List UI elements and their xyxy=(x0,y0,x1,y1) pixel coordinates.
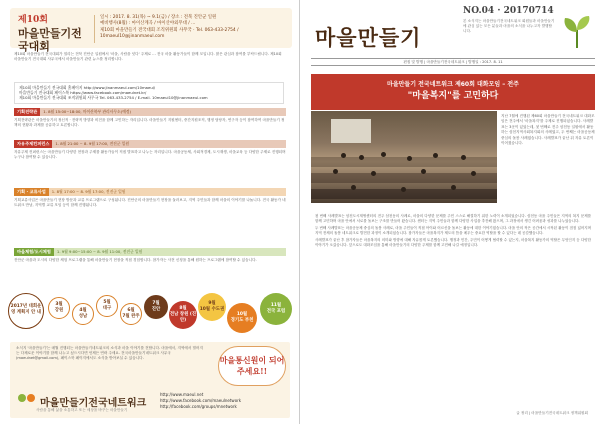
photo-projector-screen xyxy=(331,119,371,143)
photo-person xyxy=(359,155,364,160)
schedule-circle: 4월 성남 xyxy=(72,303,94,325)
publication-meta: 편집 및 발행 | 마을만들기전국네트워크 | 발행일 : 2017. 8. 11 xyxy=(311,58,595,66)
photo-person xyxy=(433,153,438,158)
schedule-circle: 5월 대구 xyxy=(96,295,118,317)
photo-person xyxy=(351,185,356,190)
schedule-circle: 11월 전국 포럼 xyxy=(260,293,292,325)
network-subtitle: 사람을 통해 삶을 소통하고 또는 세상을 바꾸는 마을만들기 xyxy=(36,408,128,412)
schedule-circle: 10월 경기도 부천 xyxy=(227,303,257,333)
section-body: 기획교류사업은 마을만들기 현장 방문과 교류 프로그램으로 구성됩니다. 진안군의 마을만들기 현장을 둘러보고, 지역 주민들과 함께 마을의 이야기를 나눕니다. 전국 활동가 네트워크 만남, 지역별 교류 모임 등이 함께 진행됩니다. xyxy=(14,198,286,207)
network-name: 마을만들기전국네트워크 xyxy=(40,398,147,409)
article-paragraph: 두 번째 사례발표는 마을공동체 중심의 돌봄 사례로, 마을 주민들이 직접 아이와 어르신을 돌보는 활동에 대한 이야기였습니다. 마을 안의 작은 공간에서 시작된 활동이 점점 넓어지며 지역 전체의 돌봄 네트워크로 발전한 과정이 소개되었습니다. 참가자들은 마을복지가 제도의 틈을 메우는 중요한 역할을 할 수 있다는 데 공감했습니다. xyxy=(315,226,591,235)
intro-paragraph: 제10회 마을만들기 전국대회가 열리는 전북 진안군 일원에서 '마을, 사람을 잇다' 주제로 ... 전국 마을 활동가들이 함께 모입니다. 많은 관심과 참여를 부탁드립니다. 제10회 마을만들기 전국대회 사무국에서 마을만들기 관련 뉴스를 정리합니다. xyxy=(14,52,282,61)
photo-person xyxy=(381,152,386,157)
banner-title-text: 마을만들기전국대회 xyxy=(18,27,82,53)
website-link[interactable]: http://www.maeul.net xyxy=(160,392,204,397)
section-tag: 기획 · 교류사업 xyxy=(14,188,49,196)
section-date: 1. 8월 15:00~18:00, 마이산북부 관리사무소(예정) xyxy=(40,108,286,116)
headline-subtitle: 마을만들기 전국네트워크 제60회 대화모임 – 전주 xyxy=(387,81,519,88)
schedule-label: 2017년 대회운영 계획지 안 내 xyxy=(8,293,44,329)
links-box xyxy=(14,82,284,104)
article-body xyxy=(315,214,591,250)
photo-person xyxy=(471,171,476,176)
banner-info-line: 제10회 마을만들기 전국대회 조직위원회 사무국 · Tel. 063-433-2754 / 10maeul10@jinanmaeul.com xyxy=(100,27,239,40)
photo-person xyxy=(421,169,426,174)
banner-edition: 제10회 xyxy=(18,15,48,25)
section-tag: 기획전략관 xyxy=(14,108,40,116)
schedule-circle: 3월 강원 xyxy=(48,297,70,319)
contact-line: 제10회 마을만들기 전국대회 조직위원회 사무국 Tel. 063-433-2754 / E-mail. 10maeul10@jinanmaeul.com xyxy=(19,95,208,100)
photo-person xyxy=(407,156,412,161)
section-exchange xyxy=(14,188,286,208)
reporter-callout: 마을통신원이 되어주세요!! xyxy=(218,346,286,386)
headline-band xyxy=(311,74,595,110)
section-free-topic xyxy=(14,140,286,160)
article-paragraph: 첫 번째 사례발표는 삼천도시재생센터의 전주 삼천동의 사례로, 마을의 다양한 문제를 주민 스스로 해결하기 위한 노력이 소개되었습니다. 삼천동 마을 주민들은 지역의 복지 문제를 함께 고민하며 마을 안에서 서로를 돌보는 구조를 만들어 왔습니다. 센터는 지역 주민들과 함께 다양한 사업을 추진해 왔으며, 그 과정에서 생긴 어려움과 성과를 나누었습니다. xyxy=(315,214,591,223)
schedule-circles xyxy=(8,289,294,337)
facebook-link[interactable]: 마을만들기 전국대회 페이스북 https://www.facebook.com/maeulnet.kr/ xyxy=(19,90,147,95)
issue-number: NO.04 · 20170714 xyxy=(463,6,554,16)
photo-person xyxy=(333,169,338,174)
network-info-box xyxy=(10,342,290,418)
facebook-page-link[interactable]: http://www.facebook.com/maeulnetwork xyxy=(160,398,242,403)
section-date: 1. 8월 17:00 ~ 8. 9월 17:00, 전진군 일원 xyxy=(49,188,286,196)
network-links xyxy=(160,392,241,410)
schedule-circle: 7월 진안 xyxy=(144,295,168,319)
banner-info xyxy=(100,15,288,41)
section-date: 1. 9월 9:00~15:00 ~ 8. 9월 11:00, 전진군 일원 xyxy=(54,248,286,256)
meeting-photo xyxy=(311,111,497,203)
section-planning xyxy=(14,108,286,128)
photo-person xyxy=(371,171,376,176)
schedule-circle: 6월 7월 완주 xyxy=(120,303,142,325)
issue-info: 본 소식지는 마을만들기전국네트워크 회원들과 마을만들기에 관심 있는 모든 분들과 마을의 소식을 나누고자 발행합니다. xyxy=(463,19,555,33)
section-experience xyxy=(14,248,286,263)
section-body: 기획전략관은 마을만들기의 정신적 · 전략적 방향과 비전을 함께 고민하는 자리입니다. 마을만들기 지원센터, 중간지원조직, 행정 담당자, 연구자 등이 참여하여 마을만들기 정책의 현황과 과제를 공유하고 토론합니다. xyxy=(14,118,285,127)
homepage-link[interactable]: 제10회 마을만들기 전국대회 홈페이지 http://www.jinanmaeul.com/10maeul/ xyxy=(19,85,156,90)
schedule-circle: 8월 전남 창원 (진안) xyxy=(169,301,197,329)
photo-row xyxy=(311,157,497,167)
section-date: 1. 8월 21:00 ~ 8. 9월 17:00, 전진군 일원 xyxy=(52,140,286,148)
section-body: 자유주제 컨퍼런스는 마을만들기 다양한 현장과 주제를 활동가들이 직접 발표하고 나누는 자리입니다. 마을공동체, 사회적경제, 도시재생, 마을교육 등 다양한 주제로 진행되며 누구나 참여할 수 있습니다. xyxy=(14,150,286,159)
headline-title: "마을복지"를 고민하다 xyxy=(407,91,499,101)
conference-banner xyxy=(10,8,292,53)
network-logo-icon xyxy=(18,394,36,402)
article-byline: 글 정리 | 마을만들기전국네트워크 정책위원회 xyxy=(516,411,588,415)
facebook-group-link[interactable]: http://facebook.com/groups/mnetwork xyxy=(160,404,237,409)
photo-person xyxy=(461,155,466,160)
photo-person xyxy=(341,153,346,158)
sprout-icon xyxy=(561,14,593,50)
newsletter-masthead: 마을만들기 xyxy=(315,25,422,50)
banner-divider xyxy=(94,15,95,43)
banner-title xyxy=(18,14,90,53)
banner-info-line: 예비행사(8월) : 마이산계곡 / 마이산야외무대 / ... xyxy=(100,21,196,27)
schedule-circle: 9월 10월 수도권 xyxy=(198,293,226,321)
section-tag: 자유주제컨퍼런스 xyxy=(14,140,52,148)
banner-info-line: 일시 : 2017. 8. 31(목) ~ 9.1(금) / 장소 : 전북 진안군 일원 xyxy=(100,15,217,20)
right-page xyxy=(301,0,600,424)
section-tag: 마을체험/도시체험 xyxy=(14,248,54,256)
info-text: 소식지 '마을만들기'는 매월 진행되는 마을만들기네트워크의 소식과 마을 이야기를 전합니다. 마을에서, 지역에서 벌어지는 다채로운 이야기를 함께 나누고 싶으시다면 언제든 연락 주세요. 전국마을만들기네트워크 사무국(maeulnet@gmail.com), 페이스북 페이지에서도 소식을 받아보실 수 있습니다. xyxy=(16,346,203,360)
article-summary: 지난 7월에 진행된 제60회 마을만들기 전국네트워크 대화모임은 전주에서 '마을복지'를 주제로 진행되었습니다. 사례발표는 3곳이 있었는데, 첫 번째로 전주 삼천동 일원에서 활동하는 삼천지역사회복지회의 사례였고, 두 번째는 마을공동체 중심의 돌봄 사례였습니다. 사례발표가 끝난 뒤 자유 토론이 이어졌습니다. xyxy=(501,114,595,146)
photo-person xyxy=(451,185,456,190)
article-paragraph: 사례발표가 끝난 후 참가자들은 마을복지의 의미와 방향에 대해 자유롭게 토론했습니다. 행정과 민간, 주민이 어떻게 협력할 수 있는지, 마을복지 활동가의 역할은 무엇인지 등 다양한 이야기가 오갔습니다. 앞으로도 대화모임을 통해 마을만들기의 다양한 주제를 함께 고민해 나갈 예정입니다. xyxy=(315,238,591,247)
section-body: 진안군 마을과 도시의 다양한 체험 프로그램을 통해 마을만들기 현장을 직접 경험합니다. 참가자는 사전 신청을 통해 원하는 프로그램에 참여할 수 있습니다. xyxy=(14,258,257,262)
photo-person xyxy=(401,187,406,192)
photo-row xyxy=(311,173,497,183)
